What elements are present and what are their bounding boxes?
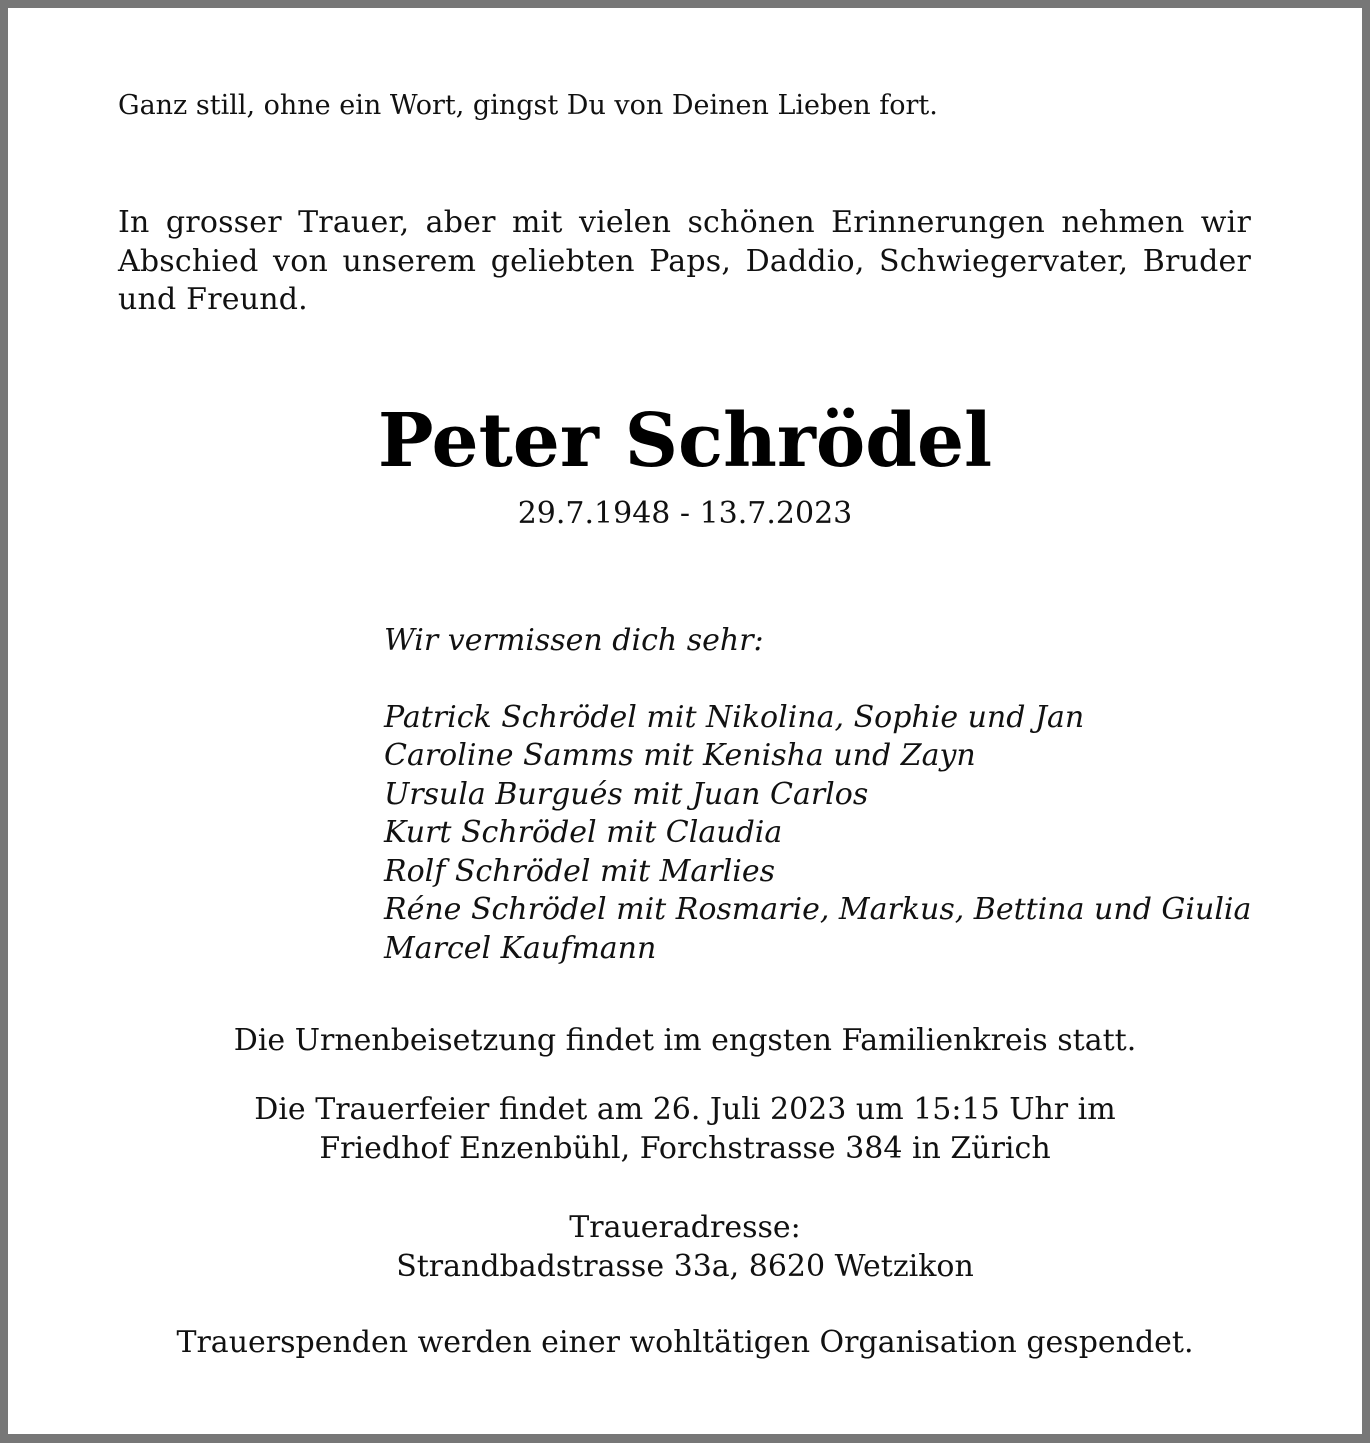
mourner-entry: Patrick Schrödel mit Nikolina, Sophie und Jan (384, 699, 1085, 735)
donations-note: Trauerspenden werden einer wohltätigen Organisation gespendet. (176, 1325, 1194, 1360)
burial-note: Die Urnenbeisetzung findet im engsten Familienkreis statt. (233, 1023, 1137, 1058)
mourner-entry: Rolf Schrödel mit Marlies (384, 853, 775, 889)
obituary-page (8, 8, 1362, 1434)
deceased-name: Peter Schrödel (377, 398, 993, 484)
ceremony-info (8, 1091, 1362, 1168)
mourners-list (384, 699, 1251, 969)
mourner-entry: Marcel Kaufmann (384, 930, 657, 966)
mourners-heading: Wir vermissen dich sehr: (384, 623, 764, 658)
mourning-address: Strandbadstrasse 33a, 8620 Wetzikon (396, 1249, 974, 1284)
mourner-entry: Kurt Schrödel mit Claudia (384, 815, 783, 850)
life-dates: 29.7.1948 - 13.7.2023 (517, 496, 853, 531)
mourners-block (384, 622, 1251, 968)
mourner-entry: Caroline Samms mit Kenisha und Zayn (384, 738, 976, 773)
mourner-entry: Ursula Burgués mit Juan Carlos (384, 776, 869, 812)
ceremony-line-1: Die Trauerfeier findet am 26. Juli 2023 um 15:15 Uhr im (254, 1092, 1116, 1127)
address-label: Traueradresse: (569, 1210, 801, 1245)
announcement-text: In grosser Trauer, aber mit vielen schönen Erinnerungen nehmen wir Abschied von unserem geliebten Paps, Daddio, Schwiegervater, Bruder und Freund. (118, 205, 1251, 317)
ceremony-line-2: Friedhof Enzenbühl, Forchstrasse 384 in Zürich (319, 1130, 1051, 1166)
mourner-entry: Réne Schrödel mit Rosmarie, Markus, Bettina und Giulia (384, 892, 1252, 927)
intro-verse: Ganz still, ohne ein Wort, gingst Du von Deinen Lieben fort. (118, 90, 938, 121)
